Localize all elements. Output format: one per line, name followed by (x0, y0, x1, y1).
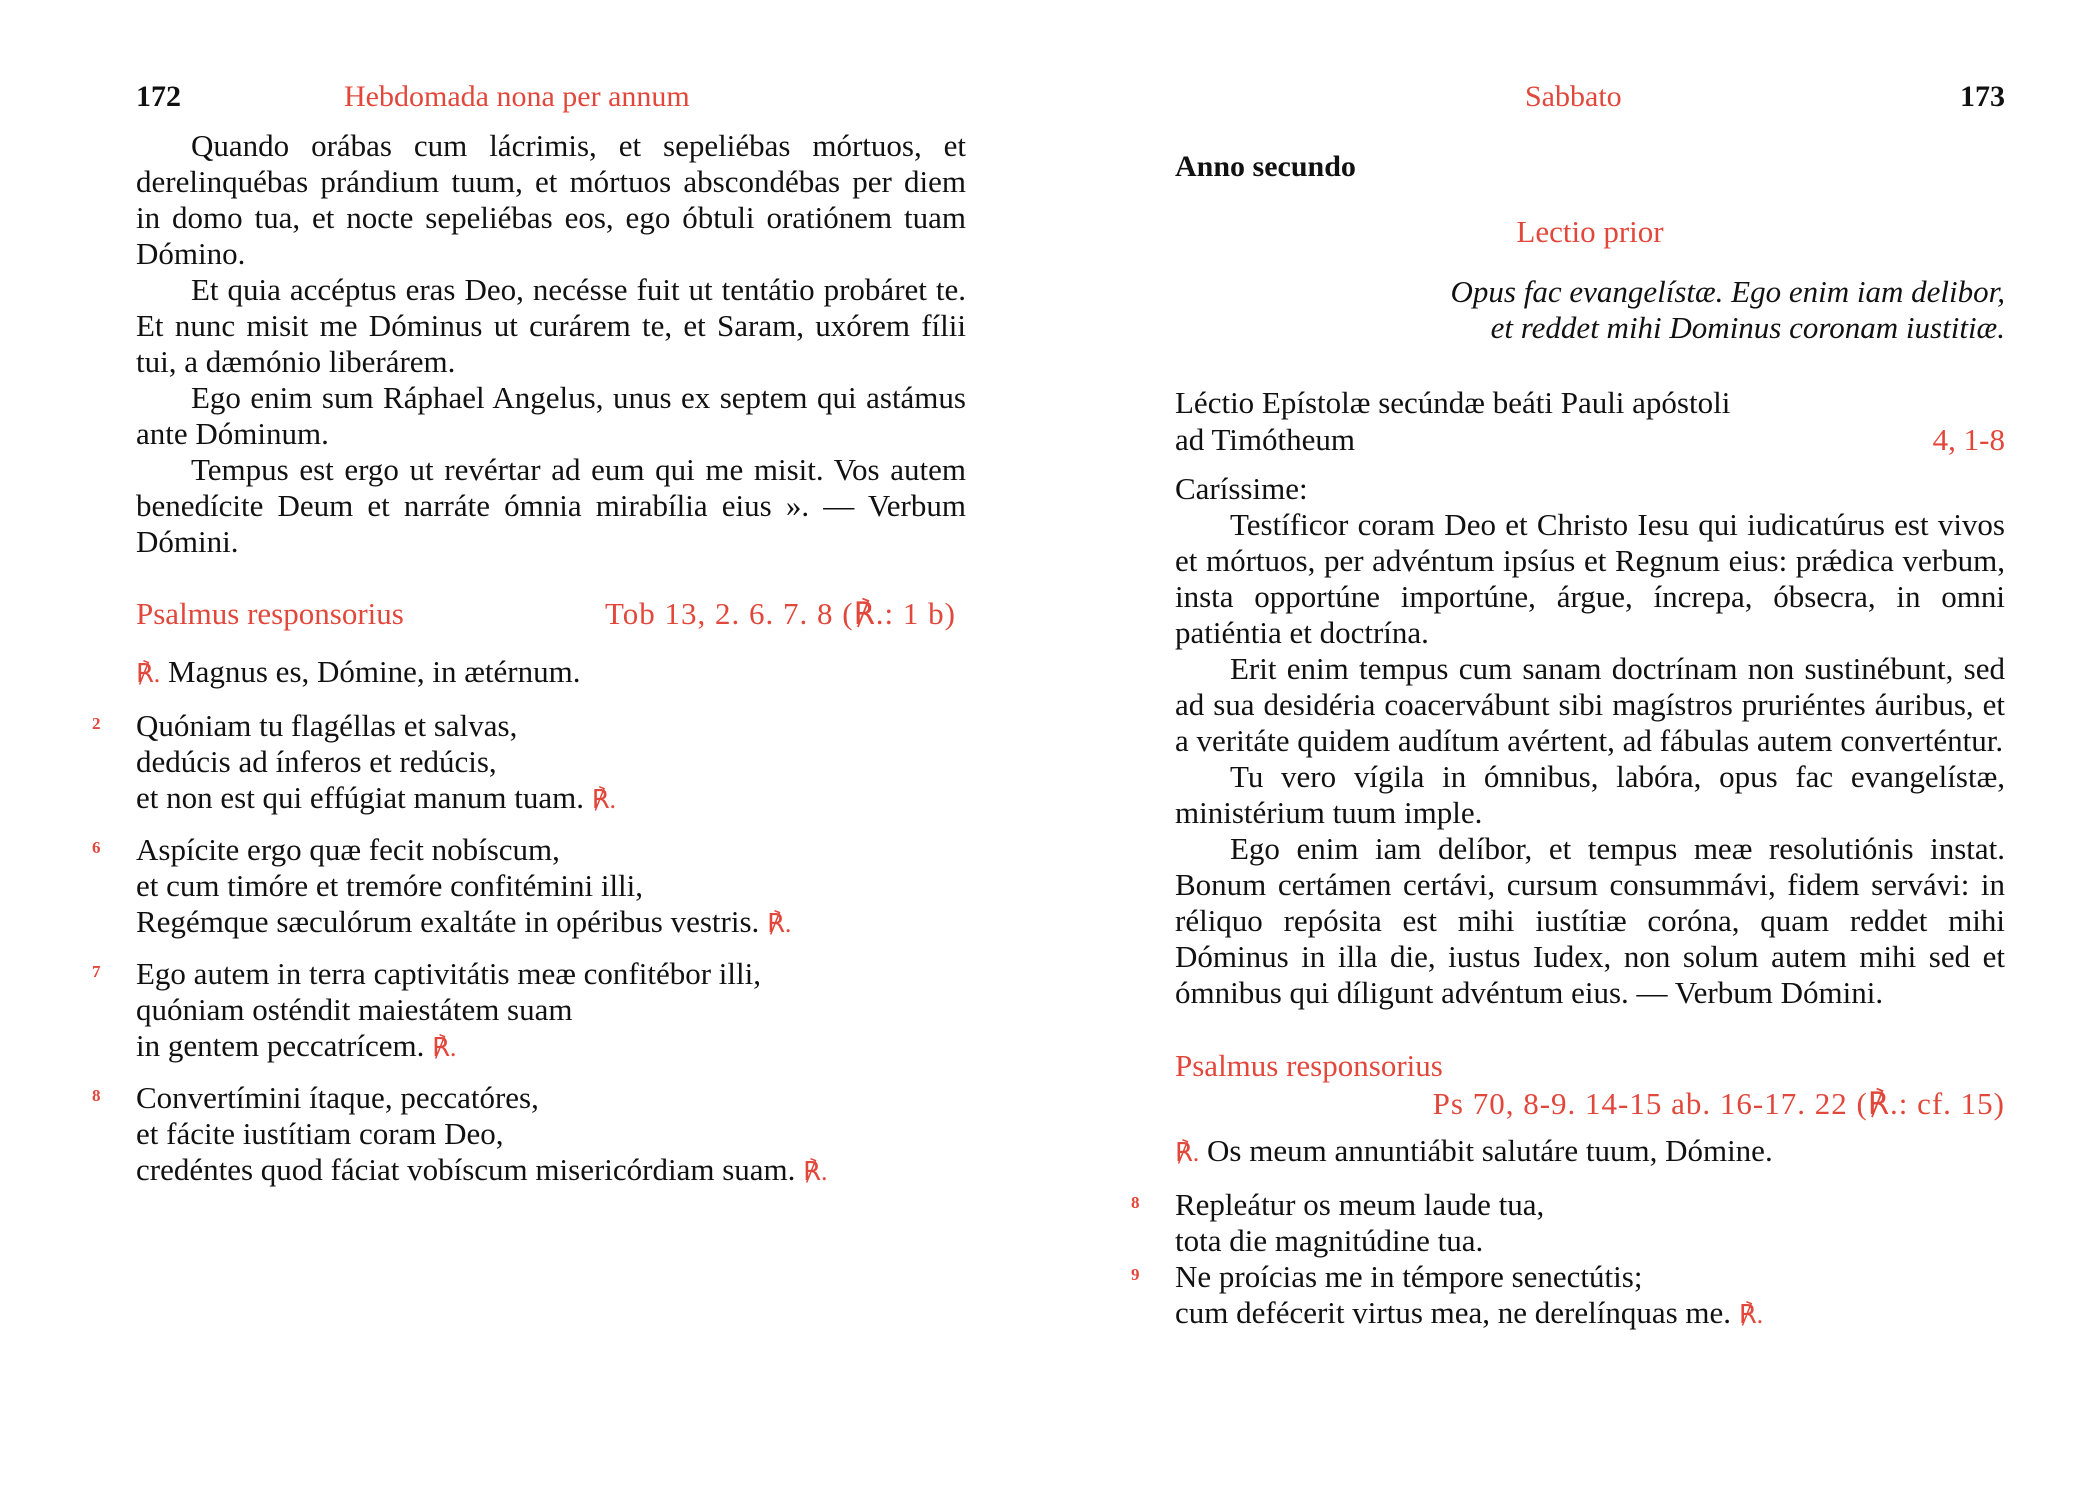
response-symbol: ℟. (1175, 1138, 1200, 1167)
verse-number: 7 (92, 962, 101, 981)
verse-line: et cum timóre et tremóre confitémini illi, (136, 868, 644, 903)
verse-line: cum defécerit virtus mea, ne derelínquas me. ℟. (1175, 1295, 1764, 1330)
paragraph: Erit enim tempus cum sanam doctrínam non sustinébunt, sed ad sua desidéria coacervábunt sibi magístros pruriéntes áuribus, et a veritáte quidem audítum avértent, ad fábulas autem converténtur. (1175, 651, 2005, 758)
psalm-stanza (1131, 1187, 2005, 1259)
verse-number: 6 (92, 838, 101, 857)
response-text: Os meum annuntiábit salutáre tuum, Dómine. (1207, 1133, 1773, 1168)
source-reference: 4, 1-8 (1932, 422, 2005, 457)
response-symbol: ℟. (136, 659, 161, 688)
verse-line: Quóniam tu flagéllas et salvas, (136, 708, 518, 743)
response-symbol: ℟. (803, 1157, 828, 1186)
salutation: Caríssime: (1175, 471, 1308, 506)
psalm-label: Psalmus responsorius (136, 596, 404, 631)
psalm-stanza (92, 1080, 966, 1190)
verse-line: Ego autem in terra captivitátis meæ confitébor illi, (136, 956, 761, 991)
verse-line: et fácite iustítiam coram Deo, (136, 1116, 504, 1151)
response-symbol: ℟. (767, 909, 792, 938)
psalm-stanza (92, 832, 966, 942)
reading-text (1175, 507, 2005, 1011)
verse-line: Repleátur os meum laude tua, (1175, 1187, 1545, 1222)
psalm-reference: Tob 13, 2. 6. 7. 8 (℟.: 1 b) (605, 596, 956, 631)
verse-line: Aspícite ergo quæ fecit nobíscum, (136, 832, 560, 867)
reading-motto (1175, 274, 2005, 346)
response-symbol: ℟. (432, 1033, 457, 1062)
paragraph: Quando orábas cum lácrimis, et sepeliébas mórtuos, et derelinquébas prándium tuum, et mórtuos abscondébas per diem in domo tua, et nocte sepeliébas eos, ego óbtuli oratiónem tuam Dómino. (136, 128, 966, 271)
verse-number: 8 (92, 1086, 101, 1105)
verse-line: Ne proícias me in témpore senectútis; (1175, 1259, 1643, 1294)
verse-number: 2 (92, 714, 101, 733)
psalm-reference: Ps 70, 8-9. 14-15 ab. 16-17. 22 (℟.: cf. 15) (1432, 1086, 2005, 1121)
response (136, 652, 966, 694)
reading-text (136, 128, 966, 560)
verse-number: 8 (1131, 1193, 1140, 1212)
psalm-heading (1175, 1047, 2005, 1123)
running-head (1175, 80, 2005, 128)
source-line: Léctio Epístolæ secúndæ beáti Pauli apóstoli (1175, 385, 1731, 420)
source-line: ad Timótheum (1175, 422, 1356, 457)
page-number: 173 (1960, 80, 2005, 113)
running-head (136, 80, 966, 128)
paragraph: Et quia accéptus eras Deo, necésse fuit ut tentátio probáret te. Et nunc misit me Dóminus ut curárem te, et Saram, uxórem fílii tui, a dæmónio liberárem. (136, 272, 966, 379)
response-symbol: ℟. (1738, 1300, 1764, 1329)
psalm-label: Psalmus responsorius (1175, 1048, 1443, 1083)
verse-line: in gentem peccatrícem. ℟. (136, 1028, 457, 1063)
response-text: Magnus es, Dómine, in ætérnum. (168, 654, 581, 689)
left-page (92, 80, 966, 1190)
verse-line: quóniam osténdit maiestátem suam (136, 992, 573, 1027)
verse-line: tota die magnitúdine tua. (1175, 1223, 1484, 1258)
psalm-heading (136, 596, 966, 644)
paragraph: Tu vero vígila in ómnibus, labóra, opus fac evangelístæ, ministérium tuum imple. (1175, 759, 2005, 830)
verse-line: dedúcis ad ínferos et redúcis, (136, 744, 497, 779)
right-page (1131, 80, 2005, 1333)
verse-number: 9 (1131, 1265, 1140, 1284)
verse-line: credéntes quod fáciat vobíscum misericórdiam suam. ℟. (136, 1152, 828, 1187)
response-symbol: ℟. (591, 785, 617, 814)
running-title: Sabbato (1525, 80, 1622, 113)
psalm-stanza (1131, 1259, 2005, 1333)
verse-line: et non est qui effúgiat manum tuam. ℟. (136, 780, 617, 815)
section-label: Anno secundo (1175, 150, 1356, 183)
running-title: Hebdomada nona per annum (344, 80, 690, 113)
lectio-title: Lectio prior (1516, 214, 1664, 249)
paragraph: Testíficor coram Deo et Christo Iesu qui iudicatúrus est vivos et mórtuos, per advéntum ipsíus et Regnum eius: prǽdica verbum, insta opportúne importúne, árgue, íncrepa, óbsecra, in omni patiéntia et doctrína. (1175, 507, 2005, 650)
response (1175, 1131, 2005, 1173)
psalm-stanza (92, 708, 966, 818)
motto-line: et reddet mihi Dominus coronam iustitiæ. (1490, 310, 2005, 345)
psalm-stanza (92, 956, 966, 1066)
verse-line: Convertímini ítaque, peccatóres, (136, 1080, 539, 1115)
paragraph: Ego enim iam delíbor, et tempus meæ resolutiónis instat. Bonum certámen certávi, cursum consummávi, fidem servávi: in réliquo repósita est mihi iustítiæ coróna, quam reddet mihi Dóminus in illa die, iustus Iudex, non solum autem mihi sed et ómnibus qui díligunt advéntum eius. — Verbum Dómini. (1175, 831, 2005, 1010)
reading-source (1175, 384, 2005, 458)
paragraph: Tempus est ergo ut revértar ad eum qui me misit. Vos autem benedícite Deum et narráte ómnia mirabília eius ». — Verbum Dómini. (136, 452, 966, 559)
verse-line: Regémque sæculórum exaltáte in opéribus vestris. ℟. (136, 904, 792, 939)
paragraph: Ego enim sum Ráphael Angelus, unus ex septem qui astámus ante Dóminum. (136, 380, 966, 451)
page-number: 172 (136, 80, 181, 113)
motto-line: Opus fac evangelístæ. Ego enim iam delibor, (1450, 274, 2005, 309)
